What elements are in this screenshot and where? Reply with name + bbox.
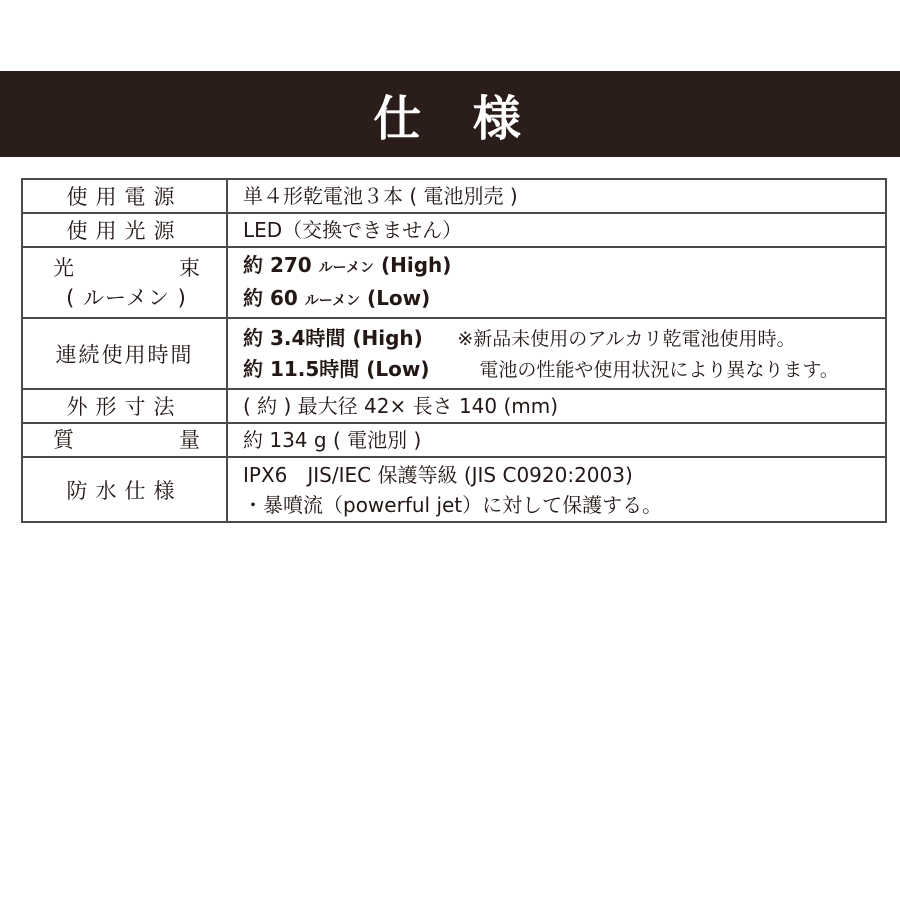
spec-label-cell [22, 389, 227, 423]
header-band [0, 71, 900, 157]
runtime-high: 約 3.4時間 (High) [243, 325, 423, 350]
lumen-high-mode: (High) [380, 252, 452, 277]
spec-value-line [243, 323, 885, 354]
spec-label-cell [22, 423, 227, 457]
spec-value-cell [227, 318, 886, 389]
spec-label-sub: ( ルーメン ) [66, 285, 187, 310]
spec-label-waterproof: 防水仕様 [66, 478, 183, 503]
spec-label-light-source: 使用光源 [66, 219, 183, 243]
runtime-note-1: ※新品未使用のアルカリ乾電池使用時。 [457, 327, 796, 350]
spec-row-runtime [22, 318, 886, 389]
spec-value-line [243, 250, 885, 283]
spec-value-light-source: LED（交換できません） [243, 218, 463, 242]
spec-label-weight [23, 425, 226, 455]
spec-row-light-source [22, 213, 886, 247]
spec-value-line [243, 283, 885, 316]
spec-row-dimensions [22, 389, 886, 423]
spec-value-line [243, 354, 885, 385]
spec-value-cell [227, 423, 886, 457]
spec-value-cell [227, 179, 886, 213]
spec-row-waterproof [22, 457, 886, 522]
spec-label-dimensions: 外形寸法 [66, 395, 183, 419]
spec-label-luminous-flux [23, 253, 226, 313]
spec-value-waterproof-note: ・暴噴流（powerful jet）に対して保護する。 [243, 492, 663, 517]
spec-label-char: 量 [179, 428, 200, 452]
spec-value-cell [227, 389, 886, 423]
runtime-note-2: 電池の性能や使用状況により異なります。 [479, 358, 839, 381]
spec-label-line [53, 425, 200, 455]
spec-label-runtime: 連続使用時間 [55, 342, 194, 367]
spec-label-cell [22, 457, 227, 522]
spec-label-char: 束 [179, 255, 200, 280]
spec-row-weight [22, 423, 886, 457]
lumen-unit: ルーメン [304, 292, 361, 309]
lumen-high-value: 約 270 [243, 252, 312, 277]
spec-label-cell [22, 213, 227, 247]
spec-row-power-source [22, 179, 886, 213]
spec-label-char: 光 [53, 255, 74, 280]
runtime-low: 約 11.5時間 (Low) [243, 356, 430, 381]
spec-label-cell [22, 318, 227, 389]
spec-value-weight: 約 134 g ( 電池別 ) [243, 428, 422, 452]
spec-label-cell [22, 247, 227, 318]
lumen-unit: ルーメン [318, 259, 374, 276]
spec-value-waterproof-rating: IPX6 JIS/IEC 保護等級 (JIS C0920:2003) [243, 462, 633, 487]
spec-value-power-source: 単４形乾電池３本 ( 電池別売 ) [243, 184, 518, 208]
page-title: 仕 様 [373, 90, 527, 147]
spec-label-power-source: 使用電源 [66, 185, 183, 209]
spec-label-char: 質 [53, 428, 74, 452]
lumen-low-mode: (Low) [367, 285, 431, 310]
spec-value-cell [227, 213, 886, 247]
spec-table [21, 178, 887, 523]
spec-label-line [53, 253, 200, 283]
spec-value-dimensions: ( 約 ) 最大径 42× 長さ 140 (mm) [243, 394, 559, 418]
spec-row-luminous-flux [22, 247, 886, 318]
spec-value-cell [227, 457, 886, 522]
spec-value-cell [227, 247, 886, 318]
lumen-low-value: 約 60 [243, 285, 298, 310]
spec-label-cell [22, 179, 227, 213]
